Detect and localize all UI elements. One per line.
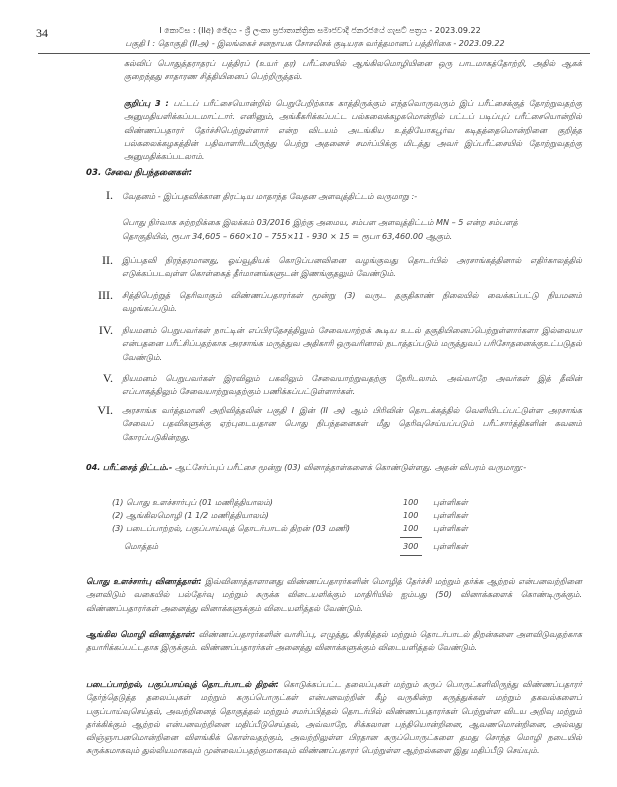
header-divider (38, 53, 590, 54)
paper-row-unit: புள்ளிகள் (433, 510, 468, 520)
paper-row-marks: 100 (403, 523, 419, 533)
gazette-header-sinhala: I කොටස : (IIඅ) ඡේදය - ශ්‍රී ලංකා ප්‍රජාතාන්ත්‍රික සමාජවාදී ජනරජයේ ගැසට් පත්‍රය - 2023.09.22 (159, 26, 481, 35)
paper-row-unit: புள்ளிகள் (433, 523, 468, 533)
english-paper-description (86, 628, 582, 655)
description-title: ஆங்கில மொழி வினாத்தாள்: (86, 629, 196, 639)
description-text: விண்ணப்பதாரர்களின் வாசிப்பு, எழுத்து, கிரகித்தல் மற்றும் தொடர்பாடல் திறன்களை அளவிடுவதற்காக தயாரிக்கப்பட்டதாக இருக்கும். விண்ணப்பதாரர்கள் அனைத்து வினாக்களுக்கும் விடையளித்தல் வேண்டும். (86, 629, 582, 653)
page-number: 34 (36, 26, 48, 40)
description-text: இவ்வினாத்தாளானது விண்ணப்பதாரர்களின் மொழித் தேர்ச்சி மற்றும் தர்க்க ஆற்றல் என்பனவற்றினை அளவிடும் வகையில் பல்தேர்வு மற்றும் சுருக்க விடையளிக்கும் மாதிரியில் ஐம்பது (50) வினாக்களைக் கொண்டிருக்கும். விண்ணப்பதாரர்கள் அனைத்து வினாக்களுக்கும் விடையளித்தல் வேண்டும். (86, 576, 582, 613)
paper-row-marks: 100 (403, 510, 419, 520)
item-numeral: III. (98, 288, 113, 302)
paper-row-unit: புள்ளிகள் (433, 497, 468, 507)
item-i-text: வேதனம் - இப்பதவிக்கான திரட்டிய மாதாந்த வேதன அளவுத்திட்டம் வருமாறு :- (122, 191, 418, 201)
paper-row-label: (2) ஆங்கிலமொழி (1 1/2 மணித்தியாலம்) (112, 510, 269, 520)
section-04-number: 04. (86, 462, 101, 472)
description-text: கொடுக்கப்பட்ட தலைப்புகள் மற்றும் கருப் பொருட்களிலிருந்து விண்ணப்பதாரர் தேர்ந்தெடுத்த தலைப்புகள் மற்றும் கருப்பொருட்கள் என்பனவற்றின் கீழ் வருகின்ற கருத்துக்கள் மற்றும் தகவல்களைப் பகுப்பாய்வுசெய்தல், அவற்றினைத் தொகுத்தல் மற்றும் சமர்ப்பித்தல் தொடர்பில் விண்ணப்பதாரர்கள் பெற்றுள்ள விடய அறிவு மற்றும் தர்க்கிக்கும் ஆற்றல் என்பனவற்றினை மதிப்பீடுசெய்தல், அவ்வாறே, சிக்கலான பந்தியொன்றினை, ஆவணமொன்றினை, அல்லது விஞ்ஞாபனமொன்றினை விளங்கிக் கொள்வதற்கும், அவற்றிலுள்ள பிரதான கருப்பொருட்களை தமது சொந்த மொழி நடையில் சுருக்கமாகவும் துல்லியமாகவும் முன்வைப்பதற்குமாகவும் விண்ணப்பதாரர் பெற்றுள்ள ஆற்றல்களை இது மதிப்பீடு செய்யும். (86, 679, 583, 756)
item-vi-text: அரசாங்க வர்த்தமானி அறிவித்தலின் பகுதி I இன் (II அ) ஆம் பிரிவின் தொடக்கத்தில் வெளியிடப்பட்டுள்ள அரசாங்க சேவைப் பதவிகளுக்கு ஏற்புடையதான பொது நிபந்தனைகள் மீது தெரிவுசெய்யப்படும் பரீட்சார்த்திகளின் கவனம் கோரப்படுகின்றது. (122, 405, 582, 442)
total-rule (400, 555, 422, 556)
item-numeral: V. (102, 371, 113, 385)
note-3-paragraph (124, 97, 582, 163)
subtotal-rule (400, 537, 422, 538)
salary-line-2: தொகுதியில், ரூபா 34,605 – 660×10 – 755×11 - 930 × 15 = ரூபா 63,460.00 ஆகும். (122, 231, 453, 241)
description-title: பொது உளச்சார்பு வினாத்தாள்: (86, 576, 202, 586)
item-iv-text: நியமனம் பெறுபவர்கள் நாட்டின் எப்பிரதேசத்திலும் சேவையாற்றக் கூடிய உடல் தகுதியினைப்பெற்றுள்ளார்களா இல்லையா என்பதனை பரீட்சிப்பதற்காக அரசாங்க மருத்துவ அதிகாரி ஒருவரினால் நடாத்தப்படும் மருத்துவப் பரிசோதனைக்குஉட்படுதல் வேண்டும். (122, 325, 582, 362)
item-ii-text: இப்பதவி நிரந்தரமானது, ஓய்வூதியக் கொடுப்பனவினை வழங்குவது தொடர்பில் அரசாங்கத்தினால் எதிர்காலத்தில் எடுக்கப்படவுள்ள கொள்கைத் தீர்மானங்களுடன் இணங்குதலும் வேண்டும். (122, 255, 582, 279)
section-04-heading: பரீட்சைத் திட்டம்.- (102, 462, 173, 472)
total-marks: 300 (403, 541, 419, 551)
section-03-heading (86, 168, 192, 179)
total-label: மொத்தம் (124, 541, 159, 551)
section-04-paragraph (86, 461, 582, 474)
paper-row-marks: 100 (403, 497, 419, 507)
item-numeral: IV. (98, 323, 113, 337)
paper-row-label: (3) படைப்பாற்றல், பகுப்பாய்வுத் தொடர்பாடல் திறன் (03 மணி) (112, 523, 351, 533)
general-aptitude-description (86, 575, 582, 615)
section-04-text: ஆட்சேர்ப்புப் பரீட்சை மூன்று (03) வினாத்தாள்களைக் கொண்டுள்ளது. அதன் விபரம் வருமாறு:- (174, 462, 527, 472)
note-3-text: பட்டப் பரீட்சையொன்றில் பெறுபேறிற்காக காத்திருக்கும் எந்தவொருவரும் இப் பரீட்சைக்குத் தோற்றுவதற்கு அனுமதியளிக்கப்படமாட்டார். எனினும், அங்கீகரிக்கப்பட்ட பல்கலைக்கழகமொன்றில் பட்டப் படிப்புப் பரீட்சையொன்றில் விண்ணப்பதாரர் தேர்ச்சிபெற்றுள்ளார் என்ற விடயம் அடங்கிய உத்தியோகபூர்வ கடிதத்தைமொன்றினை குறித்த பல்கலைக்கழகத்தின் பதிவாளரிடமிருந்து பெற்று அதனைச் சமர்ப்பிக்கு மிடத்து அவர் இப்பரீட்சையில் தோற்றுவதற்கு அனுமதிக்கப்படலாம். (124, 98, 582, 162)
note-3-label: குறிப்பு 3 : (124, 98, 169, 108)
gazette-header-tamil: பகுதி I : தொகுதி (IIஅ) - இலங்கைச் சனநாயக சோசலிசக் குடியரசு வர்த்தமானப் பத்திரிகை - 2023.09.22 (125, 39, 505, 48)
item-numeral: II. (102, 253, 113, 267)
description-title: படைப்பாற்றல், பகுப்பாய்வுத் தொடர்பாடல் திறன்: (86, 679, 279, 689)
intro-paragraph: கல்விப் பொதுத்தராதரப் பத்திரப் (உயர் தர) பரீட்சையில் ஆங்கிலமொழியினை ஒரு பாடமாகத்தோற்றி, அதில் ஆகக் குறைந்தது சாதாரண சித்தியினைப் பெற்றிருத்தல். (124, 58, 582, 82)
item-numeral: VI. (97, 403, 113, 417)
item-numeral: I. (106, 188, 113, 202)
item-iii-text: சித்திபெற்றுத் தெரிவாகும் விண்ணப்பதாரர்கள் மூன்று (3) வருட தகுதிகாண் நிலையில் வைக்கப்பட்டு நியமனம் வழங்கப்படும். (122, 290, 582, 314)
paper-row-label: (1) பொது உளச்சார்புப் (01 மணித்தியாலம்) (112, 497, 273, 507)
section-03-heading-text: 03. சேவை நிபந்தனைகள்: (86, 168, 193, 178)
item-v-text: நியமனம் பெறுபவர்கள் இரவிலும் பகலிலும் சேவையாற்றுவதற்கு நேரிடலாம். அவ்வாறே அவர்கள் இத் தீவின் எப்பாகத்திலும் சேவையாற்றுவதற்கும் பணிக்கப்பட்டுள்ளார்கள். (122, 373, 582, 397)
total-unit: புள்ளிகள் (433, 541, 468, 551)
creative-analytical-description (86, 678, 582, 758)
salary-line-1: பொது நிர்வாக சுற்றறிக்கை இலக்கம் 03/2016 இற்கு அமைய, சம்பள அளவுத்திட்டம் MN – 5 என்ற சம்பளத் (122, 217, 518, 227)
